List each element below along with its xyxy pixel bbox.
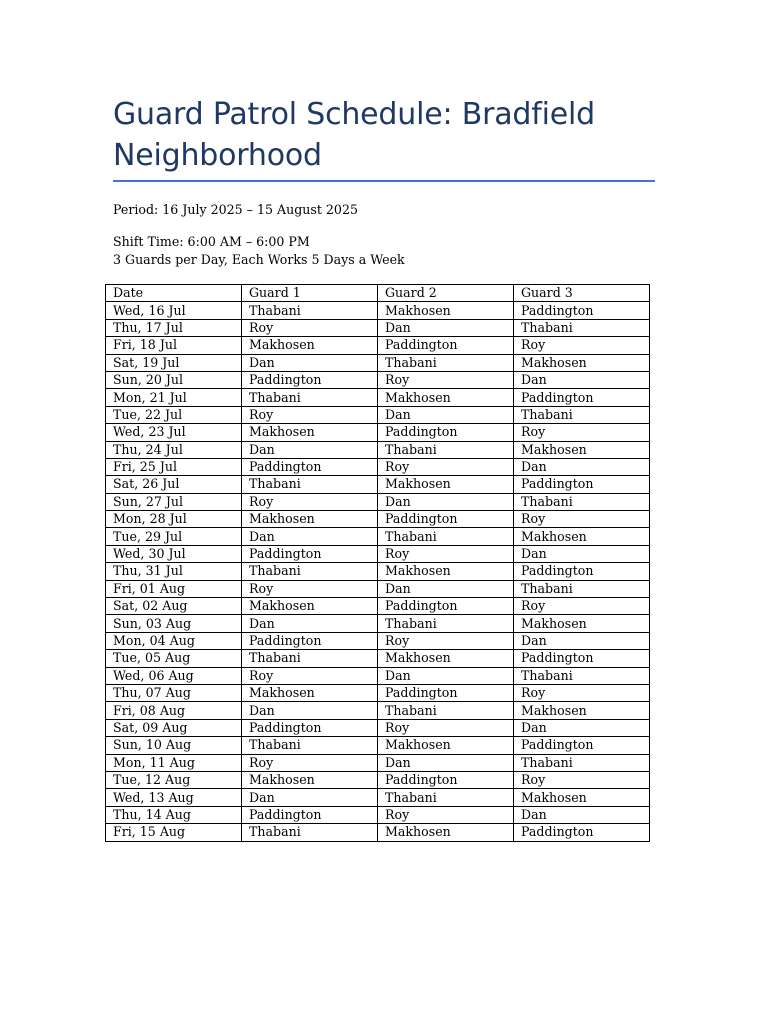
cell-guard-3: Dan: [514, 806, 650, 823]
cell-guard-3: Makhosen: [514, 702, 650, 719]
cell-guard-3: Roy: [514, 337, 650, 354]
cell-guard-1: Dan: [242, 615, 378, 632]
table-row: [106, 806, 650, 823]
cell-guard-1: Roy: [242, 580, 378, 597]
cell-guard-1: Thabani: [242, 563, 378, 580]
cell-guard-2: Dan: [378, 580, 514, 597]
shift-time: Shift Time: 6:00 AM – 6:00 PM: [113, 234, 310, 249]
cell-date: Sun, 03 Aug: [106, 615, 242, 632]
cell-guard-1: Thabani: [242, 824, 378, 841]
cell-guard-1: Paddington: [242, 371, 378, 388]
cell-guard-2: Makhosen: [378, 737, 514, 754]
cell-guard-2: Roy: [378, 719, 514, 736]
cell-guard-1: Makhosen: [242, 511, 378, 528]
header-guard-3: Guard 3: [514, 285, 650, 302]
cell-guard-2: Thabani: [378, 789, 514, 806]
table-row: [106, 302, 650, 319]
cell-guard-3: Roy: [514, 424, 650, 441]
table-row: [106, 458, 650, 475]
cell-guard-2: Roy: [378, 371, 514, 388]
cell-guard-2: Paddington: [378, 511, 514, 528]
cell-guard-3: Thabani: [514, 667, 650, 684]
cell-guard-3: Thabani: [514, 580, 650, 597]
cell-guard-1: Paddington: [242, 719, 378, 736]
cell-guard-1: Thabani: [242, 737, 378, 754]
table-row: [106, 615, 650, 632]
table-row: [106, 667, 650, 684]
cell-guard-3: Paddington: [514, 476, 650, 493]
cell-date: Sat, 19 Jul: [106, 354, 242, 371]
cell-date: Tue, 12 Aug: [106, 771, 242, 788]
cell-date: Wed, 06 Aug: [106, 667, 242, 684]
cell-date: Tue, 05 Aug: [106, 650, 242, 667]
cell-guard-2: Paddington: [378, 424, 514, 441]
cell-guard-1: Roy: [242, 754, 378, 771]
cell-guard-3: Paddington: [514, 737, 650, 754]
cell-date: Mon, 04 Aug: [106, 632, 242, 649]
schedule-period: Period: 16 July 2025 – 15 August 2025: [113, 202, 358, 217]
table-row: [106, 737, 650, 754]
header-guard-2: Guard 2: [378, 285, 514, 302]
table-row: [106, 563, 650, 580]
schedule-table-body: [106, 302, 650, 841]
cell-guard-1: Dan: [242, 528, 378, 545]
cell-guard-3: Thabani: [514, 754, 650, 771]
cell-guard-2: Paddington: [378, 771, 514, 788]
cell-date: Mon, 21 Jul: [106, 389, 242, 406]
cell-guard-3: Makhosen: [514, 354, 650, 371]
cell-guard-3: Makhosen: [514, 441, 650, 458]
cell-guard-2: Dan: [378, 319, 514, 336]
cell-guard-1: Roy: [242, 319, 378, 336]
cell-date: Sun, 27 Jul: [106, 493, 242, 510]
table-row: [106, 684, 650, 701]
header-date: Date: [106, 285, 242, 302]
table-row: [106, 650, 650, 667]
cell-date: Fri, 08 Aug: [106, 702, 242, 719]
cell-guard-2: Roy: [378, 545, 514, 562]
cell-date: Fri, 01 Aug: [106, 580, 242, 597]
cell-guard-3: Roy: [514, 598, 650, 615]
cell-guard-1: Roy: [242, 493, 378, 510]
table-row: [106, 424, 650, 441]
table-header-row: [106, 285, 650, 302]
cell-guard-2: Thabani: [378, 354, 514, 371]
cell-guard-3: Thabani: [514, 493, 650, 510]
table-row: [106, 545, 650, 562]
cell-guard-1: Paddington: [242, 806, 378, 823]
cell-guard-2: Thabani: [378, 528, 514, 545]
cell-guard-3: Paddington: [514, 824, 650, 841]
cell-guard-2: Makhosen: [378, 389, 514, 406]
cell-date: Fri, 18 Jul: [106, 337, 242, 354]
cell-date: Wed, 23 Jul: [106, 424, 242, 441]
cell-guard-2: Paddington: [378, 337, 514, 354]
cell-guard-3: Roy: [514, 684, 650, 701]
cell-date: Thu, 07 Aug: [106, 684, 242, 701]
cell-guard-1: Paddington: [242, 545, 378, 562]
cell-guard-1: Thabani: [242, 389, 378, 406]
cell-guard-3: Dan: [514, 371, 650, 388]
cell-guard-3: Dan: [514, 458, 650, 475]
cell-date: Fri, 15 Aug: [106, 824, 242, 841]
table-row: [106, 319, 650, 336]
cell-guard-3: Thabani: [514, 319, 650, 336]
cell-date: Thu, 17 Jul: [106, 319, 242, 336]
cell-guard-3: Dan: [514, 545, 650, 562]
cell-date: Sun, 10 Aug: [106, 737, 242, 754]
cell-date: Sat, 02 Aug: [106, 598, 242, 615]
cell-date: Wed, 16 Jul: [106, 302, 242, 319]
cell-guard-1: Makhosen: [242, 424, 378, 441]
cell-date: Thu, 14 Aug: [106, 806, 242, 823]
cell-guard-2: Paddington: [378, 684, 514, 701]
cell-guard-2: Thabani: [378, 615, 514, 632]
guards-note: 3 Guards per Day, Each Works 5 Days a Week: [113, 252, 405, 267]
cell-guard-1: Roy: [242, 406, 378, 423]
header-guard-1: Guard 1: [242, 285, 378, 302]
cell-date: Thu, 31 Jul: [106, 563, 242, 580]
cell-guard-1: Dan: [242, 354, 378, 371]
cell-guard-2: Roy: [378, 806, 514, 823]
cell-date: Sat, 09 Aug: [106, 719, 242, 736]
cell-guard-3: Roy: [514, 511, 650, 528]
cell-guard-1: Paddington: [242, 632, 378, 649]
cell-guard-2: Makhosen: [378, 824, 514, 841]
cell-guard-2: Dan: [378, 406, 514, 423]
cell-guard-3: Paddington: [514, 563, 650, 580]
table-row: [106, 598, 650, 615]
cell-guard-1: Makhosen: [242, 598, 378, 615]
table-row: [106, 580, 650, 597]
cell-guard-3: Dan: [514, 719, 650, 736]
table-row: [106, 632, 650, 649]
cell-date: Mon, 28 Jul: [106, 511, 242, 528]
table-row: [106, 719, 650, 736]
table-row: [106, 354, 650, 371]
cell-guard-2: Dan: [378, 667, 514, 684]
table-row: [106, 824, 650, 841]
cell-guard-2: Roy: [378, 632, 514, 649]
cell-guard-3: Dan: [514, 632, 650, 649]
cell-guard-2: Dan: [378, 754, 514, 771]
cell-guard-1: Makhosen: [242, 684, 378, 701]
cell-date: Thu, 24 Jul: [106, 441, 242, 458]
table-row: [106, 389, 650, 406]
cell-guard-1: Makhosen: [242, 771, 378, 788]
cell-guard-2: Makhosen: [378, 563, 514, 580]
cell-date: Wed, 30 Jul: [106, 545, 242, 562]
cell-guard-3: Paddington: [514, 650, 650, 667]
cell-guard-2: Paddington: [378, 598, 514, 615]
cell-guard-3: Paddington: [514, 302, 650, 319]
cell-guard-2: Thabani: [378, 702, 514, 719]
cell-guard-2: Roy: [378, 458, 514, 475]
table-row: [106, 406, 650, 423]
cell-guard-2: Makhosen: [378, 302, 514, 319]
document-title: Guard Patrol Schedule: Bradfield Neighborhood: [113, 97, 595, 173]
table-row: [106, 771, 650, 788]
table-row: [106, 371, 650, 388]
cell-guard-1: Thabani: [242, 476, 378, 493]
table-row: [106, 754, 650, 771]
cell-date: Tue, 22 Jul: [106, 406, 242, 423]
schedule-table: [105, 284, 650, 842]
cell-guard-3: Makhosen: [514, 528, 650, 545]
cell-guard-3: Thabani: [514, 406, 650, 423]
table-row: [106, 441, 650, 458]
cell-date: Mon, 11 Aug: [106, 754, 242, 771]
table-row: [106, 511, 650, 528]
title-underline: [113, 180, 655, 182]
table-row: [106, 702, 650, 719]
cell-guard-3: Paddington: [514, 389, 650, 406]
cell-guard-2: Makhosen: [378, 476, 514, 493]
cell-guard-2: Thabani: [378, 441, 514, 458]
cell-guard-1: Paddington: [242, 458, 378, 475]
cell-date: Tue, 29 Jul: [106, 528, 242, 545]
table-row: [106, 476, 650, 493]
table-row: [106, 493, 650, 510]
table-row: [106, 528, 650, 545]
cell-guard-1: Makhosen: [242, 337, 378, 354]
cell-guard-1: Dan: [242, 441, 378, 458]
table-row: [106, 337, 650, 354]
cell-date: Fri, 25 Jul: [106, 458, 242, 475]
cell-guard-1: Thabani: [242, 650, 378, 667]
cell-guard-1: Thabani: [242, 302, 378, 319]
cell-guard-1: Dan: [242, 702, 378, 719]
cell-guard-1: Roy: [242, 667, 378, 684]
cell-guard-3: Makhosen: [514, 789, 650, 806]
cell-guard-3: Makhosen: [514, 615, 650, 632]
cell-guard-3: Roy: [514, 771, 650, 788]
table-row: [106, 789, 650, 806]
cell-date: Sun, 20 Jul: [106, 371, 242, 388]
cell-date: Sat, 26 Jul: [106, 476, 242, 493]
cell-guard-2: Dan: [378, 493, 514, 510]
cell-guard-1: Dan: [242, 789, 378, 806]
cell-guard-2: Makhosen: [378, 650, 514, 667]
cell-date: Wed, 13 Aug: [106, 789, 242, 806]
